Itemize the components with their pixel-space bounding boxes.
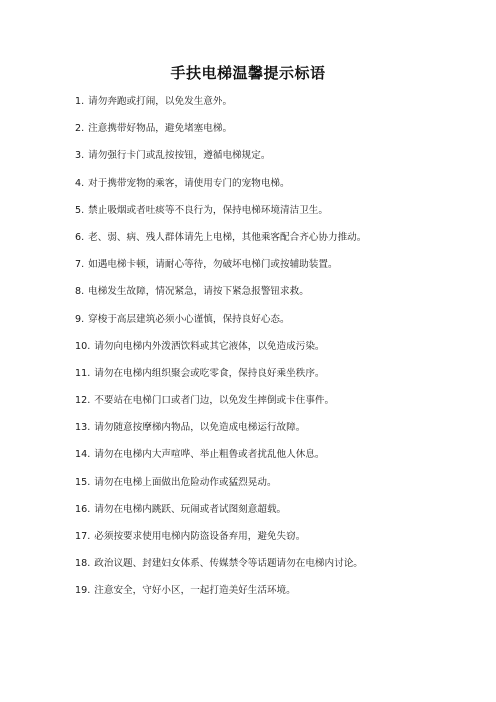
item-text: 电梯发生故障，情况紧急，请按下紧急报警钮求救。 [88,286,309,298]
list-item [75,504,485,531]
item-number: 2. [75,123,85,135]
item-text: 对于携带宠物的乘客，请使用专门的宠物电梯。 [88,177,290,189]
item-text: 穿梭于高层建筑必须小心谨慎，保持良好心态。 [88,313,290,325]
item-text: 禁止吸烟或者吐痰等不良行为，保持电梯环境清洁卫生。 [88,204,328,216]
list-item [75,585,485,612]
item-text: 请勿在电梯内跳跃、玩闹或者试图刻意超载。 [94,503,287,515]
item-number: 7. [75,259,85,271]
list-item [75,314,485,341]
item-text: 注意携带好物品，避免堵塞电梯。 [88,123,233,135]
list-item [75,395,485,422]
item-text: 请勿在电梯内组织聚会或吃零食，保持良好乘坐秩序。 [94,367,325,379]
list-item [75,449,485,476]
list-item [75,178,485,205]
item-text: 请勿在电梯内大声喧哗、举止粗鲁或者扰乱他人休息。 [94,449,325,461]
list-item [75,286,485,313]
list-item [75,259,485,286]
item-number: 12. [75,395,91,407]
item-text: 请勿在电梯上面做出危险动作或猛烈晃动。 [94,476,277,488]
item-number: 6. [75,231,85,243]
item-text: 注意安全，守好小区，一起打造美好生活环境。 [94,585,296,597]
list-item [75,422,485,449]
item-number: 19. [75,585,91,597]
item-text: 如遇电梯卡顿，请耐心等待，勿破坏电梯门或按辅助装置。 [88,259,338,271]
list-item [75,341,485,368]
list-item [75,368,485,395]
list-item [75,96,485,123]
item-text: 必须按要求使用电梯内防盗设备弃用，避免失窃。 [94,531,306,542]
item-number: 14. [75,449,91,461]
item-number: 13. [75,422,91,434]
document-title: 手扶电梯温馨提示标语 [170,64,326,82]
item-number: 15. [75,476,91,488]
item-number: 18. [75,558,91,570]
item-text: 不要站在电梯门口或者门边，以免发生摔倒或卡住事件。 [94,395,335,407]
item-number: 17. [75,531,91,542]
item-text: 请勿随意按摩梯内物品，以免造成电梯运行故障。 [94,422,306,434]
item-number: 10. [75,340,91,352]
item-text: 请勿向电梯内外泼洒饮料或其它液体，以免造成污染。 [94,340,325,352]
list-item [75,558,485,585]
item-text: 请勿强行卡门或乱按按钮，遵循电梯规定。 [88,150,271,162]
item-text: 老、弱、病、残人群体请先上电梯，其他乘客配合齐心协力推动。 [88,231,367,243]
list-item [75,150,485,177]
item-number: 8. [75,286,85,298]
item-number: 11. [75,367,91,379]
item-number: 9. [75,313,85,325]
list-item [75,232,485,259]
list-item [75,205,485,232]
item-number: 5. [75,204,85,216]
tips-list [75,96,485,613]
list-item [75,477,485,504]
list-item [75,531,485,558]
item-text: 请勿奔跑或打闹，以免发生意外。 [88,96,233,107]
list-item [75,123,485,150]
item-text: 政治议题、封建妇女体系、传媒禁令等话题请勿在电梯内讨论。 [94,558,363,570]
item-number: 3. [75,150,85,162]
item-number: 4. [75,177,85,189]
item-number: 1. [75,96,85,107]
item-number: 16. [75,503,91,515]
